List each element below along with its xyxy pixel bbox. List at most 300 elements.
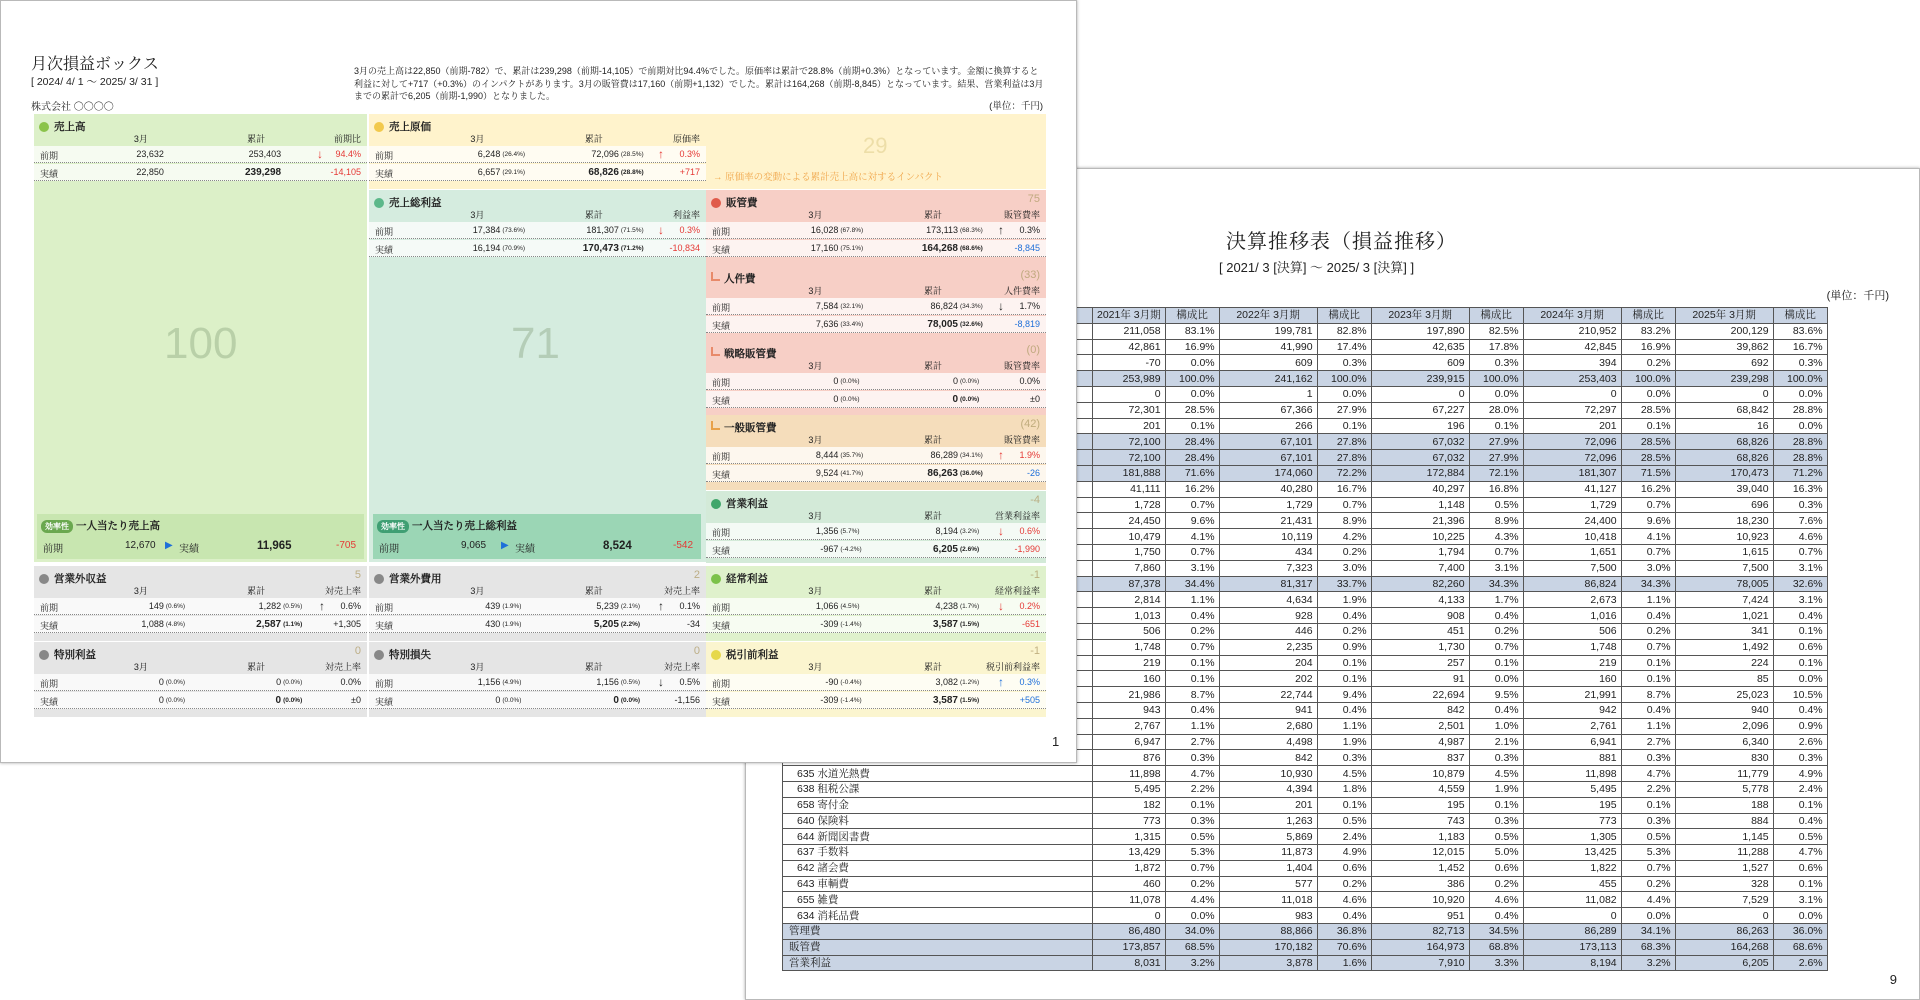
cum-pct: (1.5%) <box>960 697 980 704</box>
table-cell: 181,307 <box>1523 465 1621 481</box>
table-cell: 0.2% <box>1469 623 1523 639</box>
eff-sales-box <box>37 514 364 559</box>
month-pct: (33.4%) <box>840 321 864 328</box>
row-label: 実績 <box>712 321 731 331</box>
ratio-value: -26 <box>1026 468 1040 478</box>
table-cell: 4,559 <box>1371 781 1469 797</box>
table-cell: 5.3% <box>1165 845 1219 861</box>
table-cell: 8,194 <box>1523 955 1621 971</box>
col-cumulative: 累計 <box>584 662 603 672</box>
table-cell: 0.3% <box>1621 750 1675 766</box>
table-cell: 10,920 <box>1371 892 1469 908</box>
table-cell: 16 <box>1675 418 1773 434</box>
month-pct: (73.6%) <box>502 227 526 234</box>
table-cell: 0.3% <box>1773 355 1827 371</box>
box-title: 営業外費用 <box>374 571 442 586</box>
row-label: 658 寄付金 <box>783 797 1093 813</box>
table-cell: 2.7% <box>1621 734 1675 750</box>
month-value: 1,356 <box>815 526 839 536</box>
operating-box <box>706 491 1046 566</box>
table-cell: 173,857 <box>1093 939 1166 955</box>
table-cell: 386 <box>1371 876 1469 892</box>
table-cell: 34.4% <box>1165 576 1219 592</box>
month-value: 0 <box>495 695 501 705</box>
table-cell: 82.8% <box>1317 323 1371 339</box>
table-cell: 0.2% <box>1317 623 1371 639</box>
table-cell: 42,861 <box>1093 339 1166 355</box>
table-cell: 100.0% <box>1773 371 1827 387</box>
table-cell: 0.1% <box>1165 655 1219 671</box>
cum-pct: (1.5%) <box>960 621 980 628</box>
bullet-dot-icon <box>374 198 384 208</box>
table-cell: 195 <box>1523 797 1621 813</box>
table-cell: 3.1% <box>1165 560 1219 576</box>
table-cell: 39,862 <box>1675 339 1773 355</box>
table-cell: 7.6% <box>1773 513 1827 529</box>
row-label: 前期 <box>40 603 59 613</box>
table-cell: 4,634 <box>1219 592 1317 608</box>
table-cell: 11,018 <box>1219 892 1317 908</box>
table-cell: 0.3% <box>1165 750 1219 766</box>
down-arrow-icon: ↓ <box>658 223 664 237</box>
company-name: 株式会社 〇〇〇〇 <box>31 102 114 113</box>
table-cell: 12,015 <box>1371 845 1469 861</box>
table-cell: 4,133 <box>1371 592 1469 608</box>
row-label: 643 車輌費 <box>783 876 1093 892</box>
eff-gross-tag: 効率性 <box>377 520 409 533</box>
col-cumulative: 累計 <box>924 511 943 521</box>
table-cell: 68,826 <box>1675 450 1773 466</box>
col-cumulative: 累計 <box>924 286 943 296</box>
col-month: 3月 <box>808 511 823 521</box>
table-cell: 239,915 <box>1371 371 1469 387</box>
table-cell: 577 <box>1219 876 1317 892</box>
table-cell: 0.7% <box>1621 497 1675 513</box>
table-row <box>783 955 1828 971</box>
col-ratio: 利益率 <box>672 210 700 220</box>
cum-pct: (34.1%) <box>960 452 983 459</box>
table-cell: 2,501 <box>1371 718 1469 734</box>
ratio-value: 0.1% <box>679 601 700 611</box>
row-label: 634 消耗品費 <box>783 908 1093 924</box>
table-cell: 1,730 <box>1371 639 1469 655</box>
table-cell: 2,767 <box>1093 718 1166 734</box>
table-cell: 5.3% <box>1621 845 1675 861</box>
table-cell: 160 <box>1523 671 1621 687</box>
row-label: 実績 <box>40 697 59 707</box>
ratio-value: 1.9% <box>1019 450 1040 460</box>
table-cell: 0 <box>1675 908 1773 924</box>
eff-sales-tag: 効率性 <box>41 520 73 533</box>
row-label: 前期 <box>712 603 731 613</box>
table-cell: 1,016 <box>1523 608 1621 624</box>
table-cell: 2.1% <box>1469 734 1523 750</box>
table-cell: 0.1% <box>1773 797 1827 813</box>
table-cell: 0.4% <box>1165 608 1219 624</box>
month-value: 0 <box>833 394 839 404</box>
table-cell: 0.0% <box>1773 418 1827 434</box>
table-cell: 174,060 <box>1219 465 1317 481</box>
table-cell: 195 <box>1371 797 1469 813</box>
table-cell: 82,713 <box>1371 924 1469 940</box>
table-cell: 10,418 <box>1523 529 1621 545</box>
table-cell: 28.8% <box>1773 450 1827 466</box>
cum-pct: (36.0%) <box>960 470 983 477</box>
month-value: 0 <box>833 376 839 386</box>
month-pct: (0.0%) <box>165 679 186 686</box>
eff-gross-box <box>373 514 701 559</box>
table-cell: 42,635 <box>1371 339 1469 355</box>
down-arrow-icon: ↓ <box>317 147 323 161</box>
month-value: 0 <box>158 677 164 687</box>
box-title: 販管費 <box>711 195 758 210</box>
table-row <box>783 766 1828 782</box>
bullet-dot-icon <box>39 574 49 584</box>
col-ratio: 税引前利益率 <box>985 662 1040 672</box>
table-cell: 0.5% <box>1773 829 1827 845</box>
row-label: 635 水道光熱費 <box>783 766 1093 782</box>
box-title: 人件費 <box>711 271 756 286</box>
table-cell: 10,119 <box>1219 529 1317 545</box>
table-row <box>783 860 1828 876</box>
col-month: 3月 <box>470 134 485 144</box>
table-cell: 204 <box>1219 655 1317 671</box>
strategic-box <box>706 341 1046 416</box>
table-cell: 0.0% <box>1773 908 1827 924</box>
table-cell: 0.0% <box>1165 386 1219 402</box>
table-cell: 773 <box>1523 813 1621 829</box>
table-cell: 10.5% <box>1773 687 1827 703</box>
table-cell: 3.1% <box>1773 592 1827 608</box>
ratio-value: +717 <box>679 167 700 177</box>
cum-value: 5,239 <box>596 601 619 611</box>
page-number: 1 <box>1052 734 1060 749</box>
table-cell: 4.7% <box>1165 766 1219 782</box>
table-cell: 0.7% <box>1165 639 1219 655</box>
table-cell: 341 <box>1675 623 1773 639</box>
col-month: 3月 <box>470 210 485 220</box>
month-value: 7,636 <box>815 319 839 329</box>
table-cell: 2,673 <box>1523 592 1621 608</box>
col-ratio: 販管費率 <box>1003 210 1040 220</box>
table-cell: 4.6% <box>1469 892 1523 908</box>
table-cell: 2,096 <box>1675 718 1773 734</box>
table-cell: 0 <box>1675 386 1773 402</box>
box-ghost-value: 2 <box>693 569 700 581</box>
table-cell: 8.7% <box>1621 687 1675 703</box>
table-cell: 983 <box>1219 908 1317 924</box>
front-page-monthly-pl-box <box>0 0 1077 763</box>
table-cell: 6,340 <box>1675 734 1773 750</box>
table-cell: 506 <box>1093 623 1166 639</box>
ratio-value: 0.3% <box>679 225 700 235</box>
cum-pct: (0.0%) <box>960 396 980 403</box>
table-cell: 0.0% <box>1469 386 1523 402</box>
box-title: 特別損失 <box>374 647 431 662</box>
table-cell: 28.8% <box>1773 402 1827 418</box>
month-value: 7,584 <box>815 301 839 311</box>
table-cell: 188 <box>1675 797 1773 813</box>
table-cell: 1,148 <box>1371 497 1469 513</box>
table-cell: 0.4% <box>1469 702 1523 718</box>
cum-pct: (0.0%) <box>283 679 303 686</box>
table-cell: 40,280 <box>1219 481 1317 497</box>
eff-gross-act: 8,524 <box>603 540 632 552</box>
table-cell: 1,315 <box>1093 829 1166 845</box>
table-cell: 0.0% <box>1621 908 1675 924</box>
table-cell: 1,651 <box>1523 544 1621 560</box>
cum-pct: (28.5%) <box>620 151 644 158</box>
cum-value: 3,587 <box>932 695 958 706</box>
table-cell: 4.4% <box>1165 892 1219 908</box>
table-cell: 67,032 <box>1371 434 1469 450</box>
table-cell: 3.0% <box>1317 560 1371 576</box>
row-label: 637 手数料 <box>783 845 1093 861</box>
table-cell: 201 <box>1523 418 1621 434</box>
down-arrow-icon: ↓ <box>658 675 664 689</box>
bullet-dot-icon <box>711 650 721 660</box>
table-cell: 100.0% <box>1317 371 1371 387</box>
row-label: 前期 <box>375 679 394 689</box>
table-cell: 609 <box>1219 355 1317 371</box>
table-cell: 0.2% <box>1165 623 1219 639</box>
table-cell: 25,023 <box>1675 687 1773 703</box>
table-cell: 0.1% <box>1317 418 1371 434</box>
row-label: 前期 <box>375 603 394 613</box>
row-label: 実績 <box>712 396 731 406</box>
cum-pct: (68.6%) <box>960 245 983 252</box>
ratio-value: 0.5% <box>679 677 700 687</box>
table-cell: 0.3% <box>1469 355 1523 371</box>
play-arrow-icon: ▶ <box>165 540 173 551</box>
table-cell: 1,750 <box>1093 544 1166 560</box>
table-cell: 82.5% <box>1469 323 1523 339</box>
table-cell: 0.1% <box>1621 797 1675 813</box>
eff-sales-title: 一人当たり売上高 <box>76 520 160 532</box>
table-cell: 83.6% <box>1773 323 1827 339</box>
table-cell: 0.7% <box>1165 497 1219 513</box>
table-cell: 24,400 <box>1523 513 1621 529</box>
table-cell: 0.7% <box>1317 497 1371 513</box>
row-label: 前期 <box>712 528 731 538</box>
cum-value: 3,587 <box>932 619 958 630</box>
eff-sales-act-label: 実績 <box>179 544 199 555</box>
table-cell: 7,860 <box>1093 560 1166 576</box>
table-row <box>783 845 1828 861</box>
eff-gross-act-label: 実績 <box>515 544 535 555</box>
cost-ratio-ghost: 29 <box>863 133 888 158</box>
table-row <box>783 908 1828 924</box>
row-label: 実績 <box>40 621 59 631</box>
col-ratio: 人件費率 <box>1003 286 1040 296</box>
table-cell: 11,898 <box>1093 766 1166 782</box>
table-cell: 9.5% <box>1469 687 1523 703</box>
month-value: 8,444 <box>815 450 839 460</box>
cum-value: 86,263 <box>927 468 958 479</box>
table-cell: 0.4% <box>1773 608 1827 624</box>
table-cell: 5,869 <box>1219 829 1317 845</box>
box-ghost-value: (42) <box>1020 418 1040 430</box>
ratio-value: 1.7% <box>1019 301 1040 311</box>
table-cell: 72.1% <box>1469 465 1523 481</box>
box-title: 一般販管費 <box>711 420 777 435</box>
table-cell: 10,923 <box>1675 529 1773 545</box>
col-ratio: 対売上率 <box>324 586 361 596</box>
month-value: -90 <box>825 677 839 687</box>
table-cell: 7,910 <box>1371 955 1469 971</box>
table-cell: 1,021 <box>1675 608 1773 624</box>
play-arrow-icon: ▶ <box>501 540 509 551</box>
table-cell: 164,973 <box>1371 939 1469 955</box>
table-cell: 170,473 <box>1675 465 1773 481</box>
table-row <box>783 939 1828 955</box>
table-row <box>783 797 1828 813</box>
table-cell: 34.5% <box>1469 924 1523 940</box>
table-cell: 1,013 <box>1093 608 1166 624</box>
table-cell: -70 <box>1093 355 1166 371</box>
month-value: 22,850 <box>136 167 164 177</box>
table-cell: 68.6% <box>1773 939 1827 955</box>
col-cumulative: 累計 <box>584 210 603 220</box>
up-arrow-icon: ↑ <box>998 223 1004 237</box>
table-cell: 68,842 <box>1675 402 1773 418</box>
column-header: 構成比 <box>1469 308 1523 324</box>
table-cell: 0.2% <box>1469 876 1523 892</box>
table-cell: 67,101 <box>1219 434 1317 450</box>
table-cell: 4,498 <box>1219 734 1317 750</box>
table-cell: 0.3% <box>1469 813 1523 829</box>
table-cell: 27.8% <box>1317 450 1371 466</box>
table-cell: 0.7% <box>1621 860 1675 876</box>
month-value: 9,524 <box>815 468 839 478</box>
month-pct: (0.6%) <box>165 603 186 610</box>
row-label: 前期 <box>712 227 731 237</box>
table-cell: 0.2% <box>1621 876 1675 892</box>
table-cell: 942 <box>1523 702 1621 718</box>
box-ghost-value: -1 <box>1030 569 1040 581</box>
cum-pct: (2.1%) <box>620 603 641 610</box>
table-cell: 506 <box>1523 623 1621 639</box>
col-ratio: 経常利益率 <box>994 586 1040 596</box>
table-cell: 0.9% <box>1317 639 1371 655</box>
table-cell: 2,761 <box>1523 718 1621 734</box>
table-cell: 11,898 <box>1523 766 1621 782</box>
column-header: 2022年 3月期 <box>1219 308 1317 324</box>
table-cell: 0 <box>1093 908 1166 924</box>
month-value: 16,028 <box>810 225 839 235</box>
trend-report-unit: (単位：千円) <box>1826 290 1889 302</box>
col-month: 3月 <box>808 286 823 296</box>
month-pct: (1.9%) <box>502 603 522 610</box>
table-cell: 1.0% <box>1469 718 1523 734</box>
col-month: 3月 <box>133 134 148 144</box>
cum-pct: (28.8%) <box>620 169 644 176</box>
table-cell: 81,317 <box>1219 576 1317 592</box>
col-cumulative: 累計 <box>924 361 943 371</box>
table-cell: 0.3% <box>1773 497 1827 513</box>
table-cell: 3.1% <box>1469 560 1523 576</box>
col-cumulative: 累計 <box>584 134 603 144</box>
month-value: 23,632 <box>136 149 164 159</box>
sub-item-corner-icon <box>711 272 720 281</box>
table-cell: 1,263 <box>1219 813 1317 829</box>
cum-value: 164,268 <box>921 243 958 254</box>
table-cell: 7,400 <box>1371 560 1469 576</box>
table-cell: 0.4% <box>1773 702 1827 718</box>
table-cell: 16.7% <box>1773 339 1827 355</box>
table-cell: 328 <box>1675 876 1773 892</box>
table-cell: 0.3% <box>1317 355 1371 371</box>
col-cumulative: 累計 <box>924 662 943 672</box>
table-cell: 0.7% <box>1469 639 1523 655</box>
table-cell: 0.4% <box>1317 702 1371 718</box>
col-ratio: 原価率 <box>672 134 700 144</box>
table-cell: 4,394 <box>1219 781 1317 797</box>
table-cell: 0.1% <box>1317 671 1371 687</box>
table-cell: 87,378 <box>1093 576 1166 592</box>
row-label: 実績 <box>375 697 394 707</box>
row-label: 前期 <box>40 151 59 161</box>
table-cell: 4.5% <box>1317 766 1371 782</box>
sub-item-corner-icon <box>711 421 720 430</box>
ratio-value: 0.6% <box>1019 526 1040 536</box>
table-cell: 88,866 <box>1219 924 1317 940</box>
table-row <box>783 781 1828 797</box>
table-cell: 0.3% <box>1317 750 1371 766</box>
table-cell: 0.1% <box>1773 655 1827 671</box>
table-cell: 8,031 <box>1093 955 1166 971</box>
table-cell: 2.4% <box>1773 781 1827 797</box>
table-cell: 0.2% <box>1165 876 1219 892</box>
table-cell: 72,096 <box>1523 434 1621 450</box>
table-cell: 34.0% <box>1165 924 1219 940</box>
cum-value: 86,824 <box>930 301 958 311</box>
table-row <box>783 924 1828 940</box>
table-cell: 196 <box>1371 418 1469 434</box>
ratio-value: -34 <box>686 619 700 629</box>
table-cell: 39,040 <box>1675 481 1773 497</box>
table-cell: 85 <box>1675 671 1773 687</box>
col-month: 3月 <box>133 586 148 596</box>
table-cell: 4.9% <box>1317 845 1371 861</box>
table-cell: 68.5% <box>1165 939 1219 955</box>
table-cell: 253,403 <box>1523 371 1621 387</box>
cum-pct: (1.1%) <box>283 621 303 628</box>
bullet-dot-icon <box>711 499 721 509</box>
table-cell: 4.7% <box>1621 766 1675 782</box>
ratio-value: -651 <box>1021 619 1040 629</box>
table-cell: 22,694 <box>1371 687 1469 703</box>
sub-item-corner-icon <box>711 347 720 356</box>
table-cell: 72,100 <box>1093 434 1166 450</box>
ratio-value: 0.3% <box>679 149 700 159</box>
table-cell: 1.1% <box>1621 592 1675 608</box>
month-value: -309 <box>820 619 839 629</box>
table-cell: 239,298 <box>1675 371 1773 387</box>
table-cell: 1.1% <box>1317 718 1371 734</box>
eff-gross-prev-label: 前期 <box>379 544 399 555</box>
table-cell: 34.1% <box>1621 924 1675 940</box>
table-cell: 16.8% <box>1469 481 1523 497</box>
table-cell: 83.1% <box>1165 323 1219 339</box>
cum-pct: (2.6%) <box>960 546 980 553</box>
month-pct: (32.1%) <box>840 303 864 310</box>
table-cell: 21,396 <box>1371 513 1469 529</box>
table-cell: 200,129 <box>1675 323 1773 339</box>
month-pct: (67.8%) <box>840 227 864 234</box>
table-cell: 1 <box>1219 386 1317 402</box>
bullet-dot-icon <box>39 650 49 660</box>
